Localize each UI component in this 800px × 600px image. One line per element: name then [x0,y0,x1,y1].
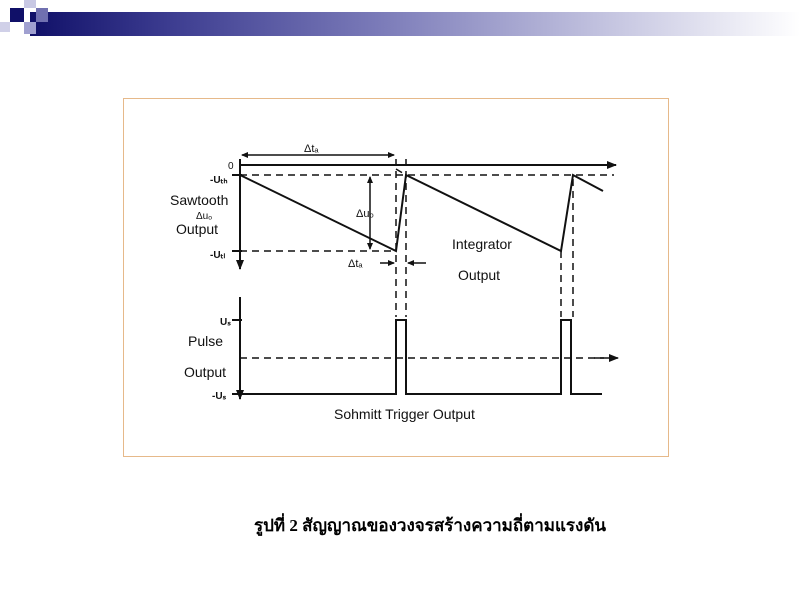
label-us: Uₛ [220,317,231,328]
deco-square [24,0,36,8]
deco-square [0,22,10,32]
waveform-diagram [124,99,670,458]
label-delta-td: Δtₐ [348,258,363,270]
label-utl: -Uₜₗ [210,250,226,261]
label-pulse: Pulse [188,333,224,349]
label-minus-us: -Uₛ [212,391,227,402]
label-integrator: Integrator [452,236,512,252]
integrator-top-dash [396,169,406,175]
figure-caption: รูปที่ 2 สัญญาณของวงจรสร้างความถี่ตามแรงดัน [253,516,607,535]
label-integrator-output: Output [458,267,501,283]
sawtooth-waveform [240,175,603,251]
label-delta-uo-small: Δuₒ [196,211,213,222]
deco-square [10,8,24,22]
label-sawtooth-output: Output [176,221,219,237]
label-schmitt: Sohmitt Trigger Output [334,406,475,422]
label-sawtooth: Sawtooth [170,192,229,208]
header-decoration [0,0,800,50]
deco-square [36,8,48,22]
figure-frame [123,98,669,457]
title-gradient-bar [30,12,800,36]
pulse-waveform [240,320,602,394]
deco-square [24,22,36,34]
label-uth: -Uₜₕ [210,175,228,186]
label-pulse-output: Output [184,364,227,380]
label-delta-uo: Δuₒ [356,208,374,220]
label-delta-tc: Δtₐ [304,143,319,155]
label-zero: 0 [228,161,234,172]
